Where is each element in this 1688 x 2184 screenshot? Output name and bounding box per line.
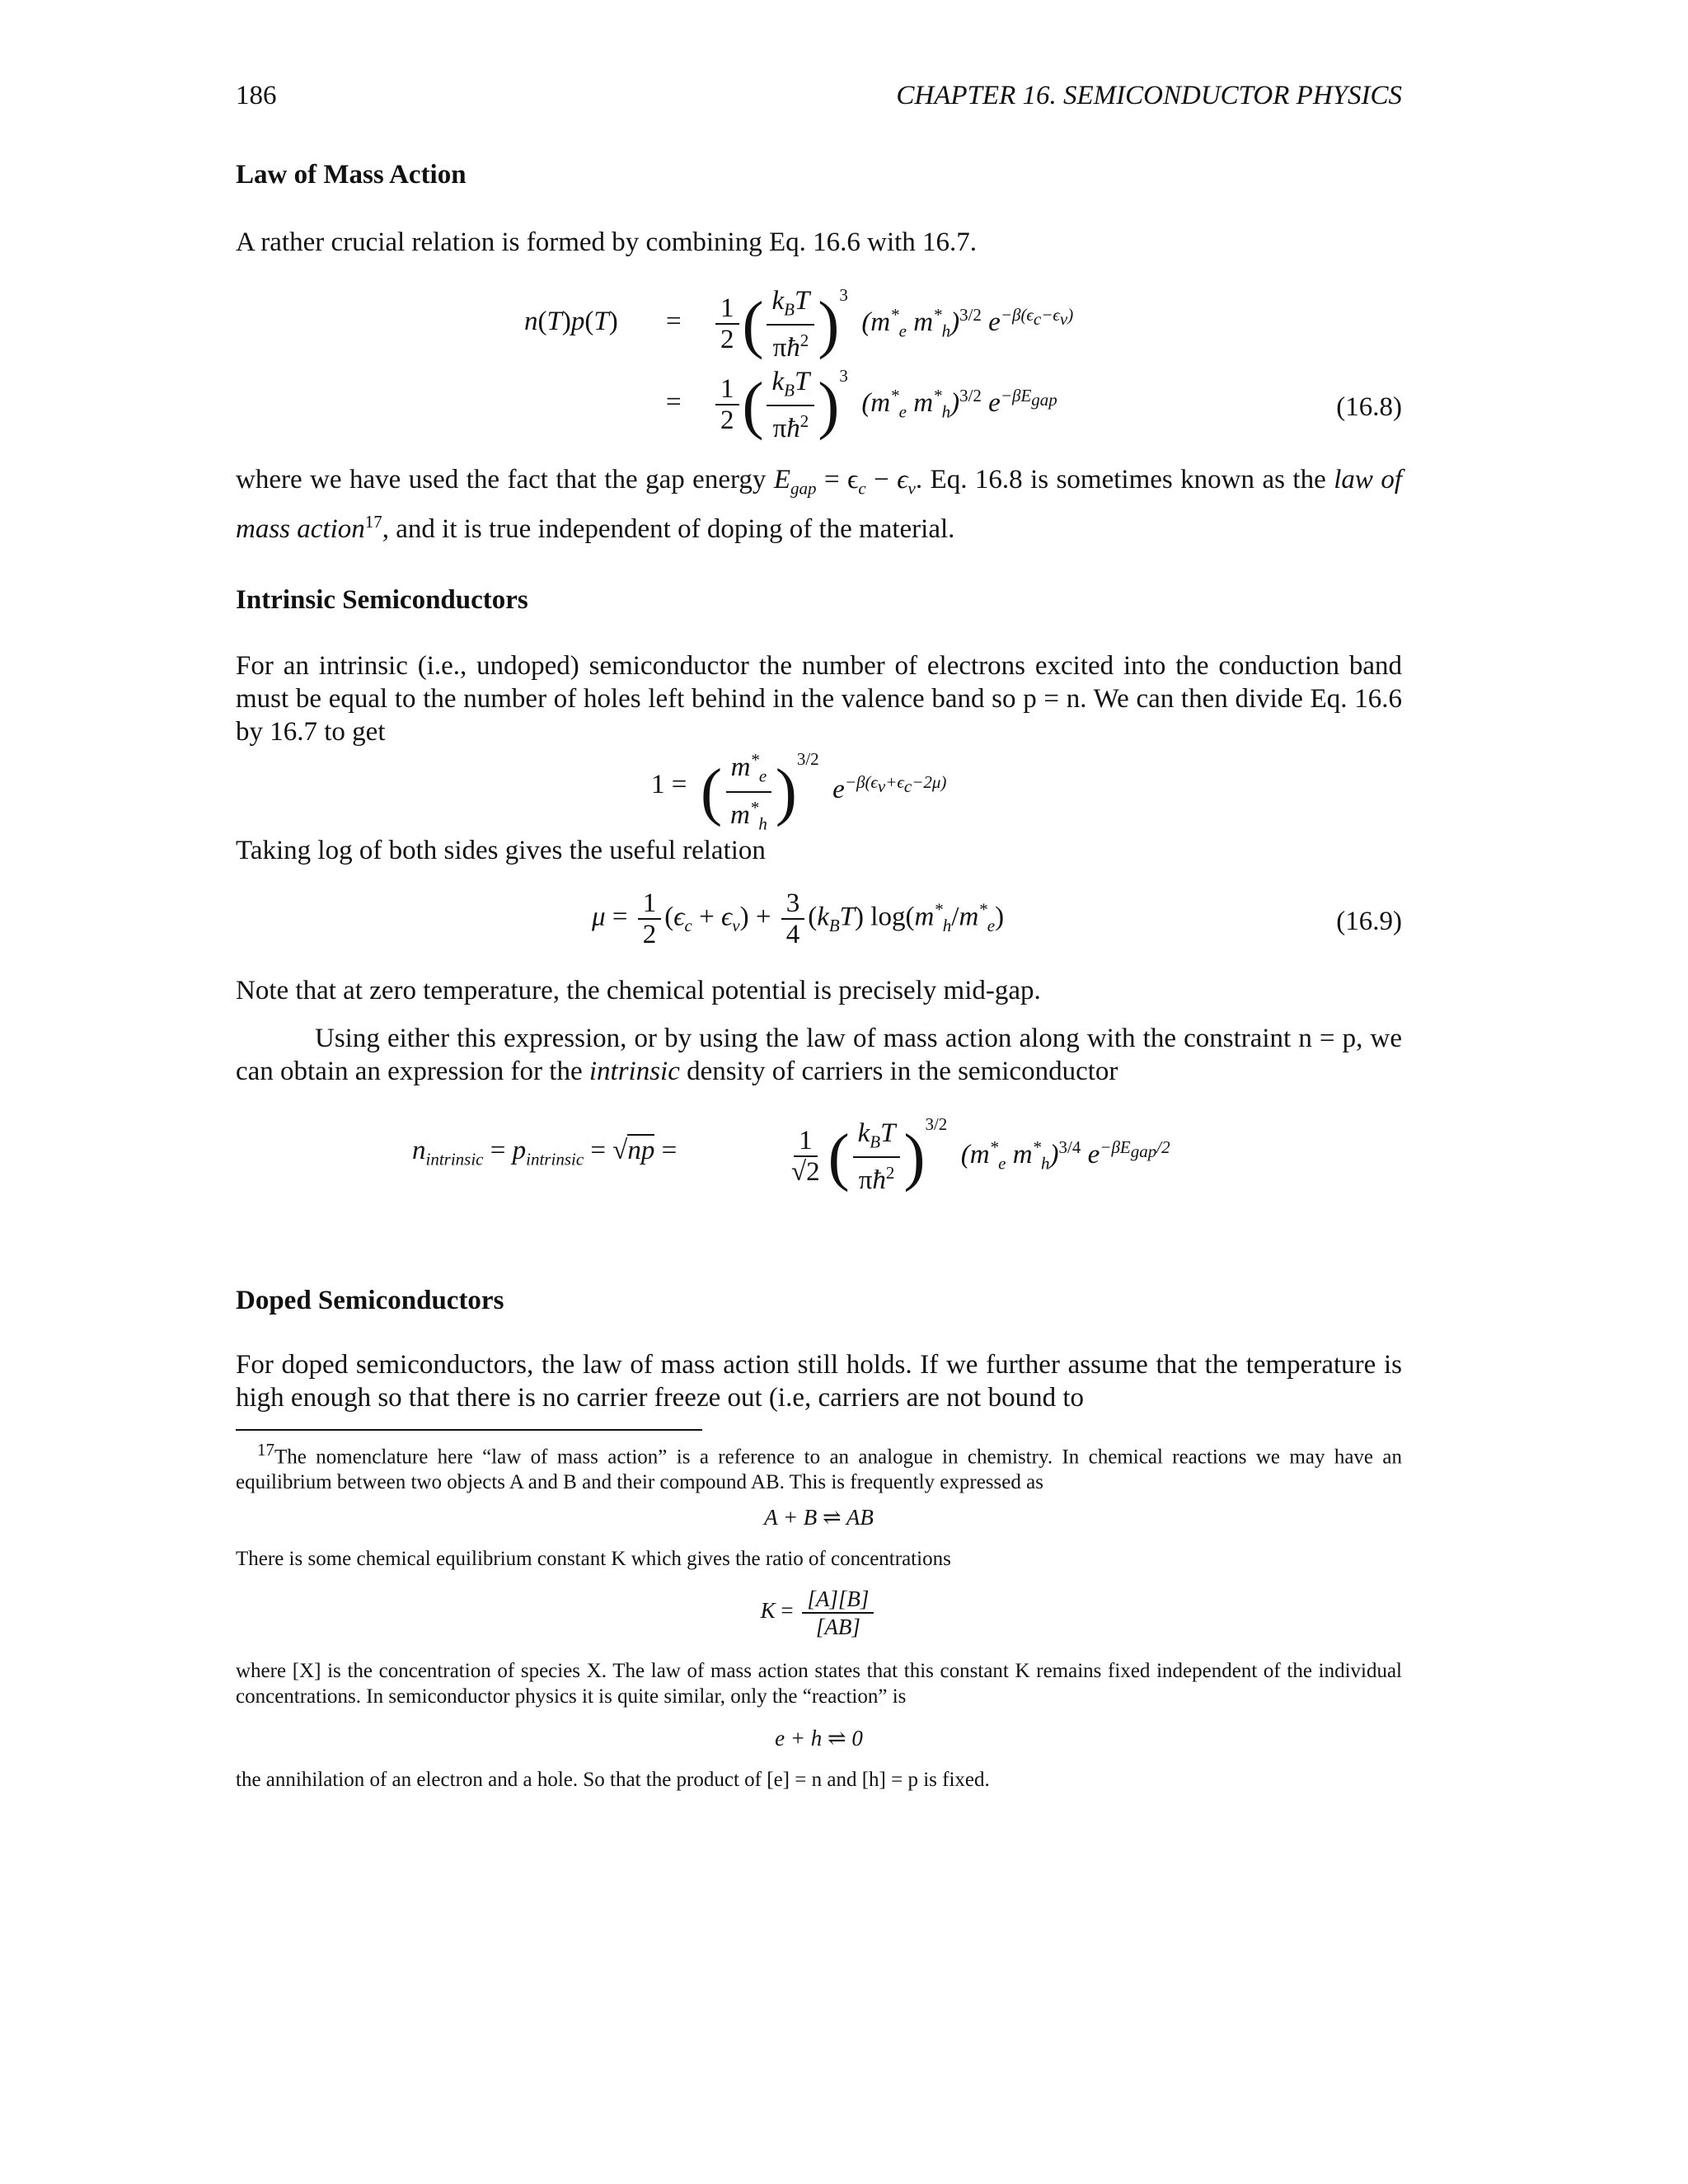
- doped-paragraph: For doped semiconductors, the law of mass action still holds. If we further assume that the temperature is high enough so that there is no carrier freeze out (i.e, carriers are not bound to: [236, 1350, 1402, 1413]
- section-heading-doped: Doped Semiconductors: [236, 1286, 504, 1315]
- footnote-mark: 17: [257, 1440, 274, 1460]
- section-heading-intrinsic: Intrinsic Semiconductors: [236, 585, 528, 615]
- footnote-equation-annihilation: e + h ⇌ 0: [775, 1726, 863, 1750]
- chapter-title: CHAPTER 16. SEMICONDUCTOR PHYSICS: [896, 81, 1402, 110]
- footnote-ref-17[interactable]: 17: [364, 511, 382, 532]
- page-number: 186: [236, 81, 277, 110]
- footnote-17-paragraph-4: the annihilation of an electron and a hole. So that the product of [e] = n and [h] = p is fixed.: [236, 1769, 990, 1791]
- intrinsic-paragraph-1: For an intrinsic (i.e., undoped) semiconductor the number of electrons excited into the conduction band must be equal to the number of holes left behind in the valence band so p = n. We can then divide Eq. 16.6 by 16.7 to get: [236, 651, 1402, 747]
- mass-action-intro: A rather crucial relation is formed by combining Eq. 16.6 with 16.7.: [236, 227, 978, 257]
- zero-temperature-note: Note that at zero temperature, the chemical potential is precisely mid-gap.: [236, 976, 1041, 1005]
- equation-number-16-8: (16.8): [1336, 392, 1402, 422]
- footnote-rule: [236, 1429, 702, 1431]
- footnote-equation-constant: K = $\frac{[A][B]}{[AB]}$: [236, 1586, 1402, 1640]
- mass-action-explanation: where we have used the fact that the gap energy $E_{gap} = \epsilon_c - \epsilon_v$. Eq. 16.8 is sometimes known as the law of mass action$^{17}$, and it is true independent of doping of the material.: [236, 465, 1402, 544]
- document-page: 186 CHAPTER 16. SEMICONDUCTOR PHYSICS Law of Mass Action A rather crucial relation is formed by combining Eq. 16.6 with 16.7. n(T)p(T) = $\frac{1}{2}$ ( $\frac{k_BT}{\pi ħ^2}$ )$^3$ ($m^*_e$ $m^*_h)^{3/2}$ $e^{-\beta(\epsilon_c-\epsilon_v)}$ = $\frac{1}{2}$ ( $\frac{k_BT}{\pi ħ^2}$ )$^3$ ($m^*_e$ $m^*_h)^{3/2}$ $e^{-\beta E_{gap}}$ (16.8) where we have used the fact that the gap energy $E_{gap} = \epsilon_c - \epsilon_v$. Eq. 16.8 is sometimes known as the law of mass action$^{17}$, and it is true independent of doping of the material. Intrinsic Semiconductors For an intrinsic (i.e., undoped) semiconductor the number of electrons excited into the conduction band must be equal to the number of holes left behind in the valence band so p = n. We can then divide Eq. 16.6 by 16.7 to get 1 = ( $\frac{m^*_e}{m^*_h}$ )$^{3/2}$ $e^{-\beta(\epsilon_v+\epsilon_c-2\mu)}$ Taking log of both sides gives the useful relation μ = $\frac{1}{2}$ $(\epsilon_c + \epsilon_v)$ + $\frac{3}{4}$ $(k_BT)$ $\log(m^*_h/m^*_e)$ (16.9) Note that at zero temperature, the chemical potential is precisely mid-gap. Using either this expression, or by using the law of mass action along with the constraint n = p, we can obtain an expression for the intrinsic density of carriers in the semiconductor $n_{intrinsic} = p_{intrinsic} = √np$ = $\frac{1}{√2}$ ( $\frac{k_BT}{\pi ħ^2}$ )$^{3/2}$ ($m^*_e$ $m^*_h)^{3/4}$ $e^{-\beta E_{gap}/2}$ Doped Semiconductors For doped semiconductors, the law of mass action still holds. If we further assume that the temperature is high enough so that there is no carrier freeze out (i.e, carriers are not bound to $^{17}$The nomenclature here “law of mass action” is a reference to an analogue in chemistry. In chemical reactions we may have an equilibrium between two objects A and B and their compound AB. This is frequently expressed as A + B ⇌ AB There is some chemical equilibrium constant K which gives the ratio of concentrations K = $\frac{[A][B]}{[AB]}$ where [X] is the concentration of species X. The law of mass action states that this constant K remains fixed independent of the individual concentrations. In semiconductor physics it is quite similar, only the “reaction” is e + h ⇌ 0 the annihilation of an electron and a hole. So that the product of [e] = n and [h] = p is fixed.: [236, 81, 1402, 1791]
- section-heading-mass-action: Law of Mass Action: [236, 160, 467, 190]
- footnote-17-paragraph-3: where [X] is the concentration of species X. The law of mass action states that this constant K remains fixed independent of the individual concentrations. In semiconductor physics it is quite similar, only the “reaction” is: [236, 1660, 1402, 1708]
- footnote-17-paragraph-2: There is some chemical equilibrium constant K which gives the ratio of concentrations: [236, 1548, 951, 1570]
- footnote-equation-reaction: A + B ⇌ AB: [764, 1505, 874, 1530]
- running-header: [236, 81, 1402, 117]
- intrinsic-paragraph-2: Using either this expression, or by using the law of mass action along with the constraint n = p, we can obtain an expression for the intrinsic density of carriers in the semiconductor: [236, 1024, 1402, 1086]
- footnote-17-paragraph-1: $^{17}$The nomenclature here “law of mass action” is a reference to an analogue in chemistry. In chemical reactions we may have an equilibrium between two objects A and B and their compound AB. This is frequently expressed as: [236, 1440, 1402, 1494]
- log-sentence: Taking log of both sides gives the useful relation: [236, 836, 766, 865]
- equation-number-16-9: (16.9): [1336, 907, 1402, 936]
